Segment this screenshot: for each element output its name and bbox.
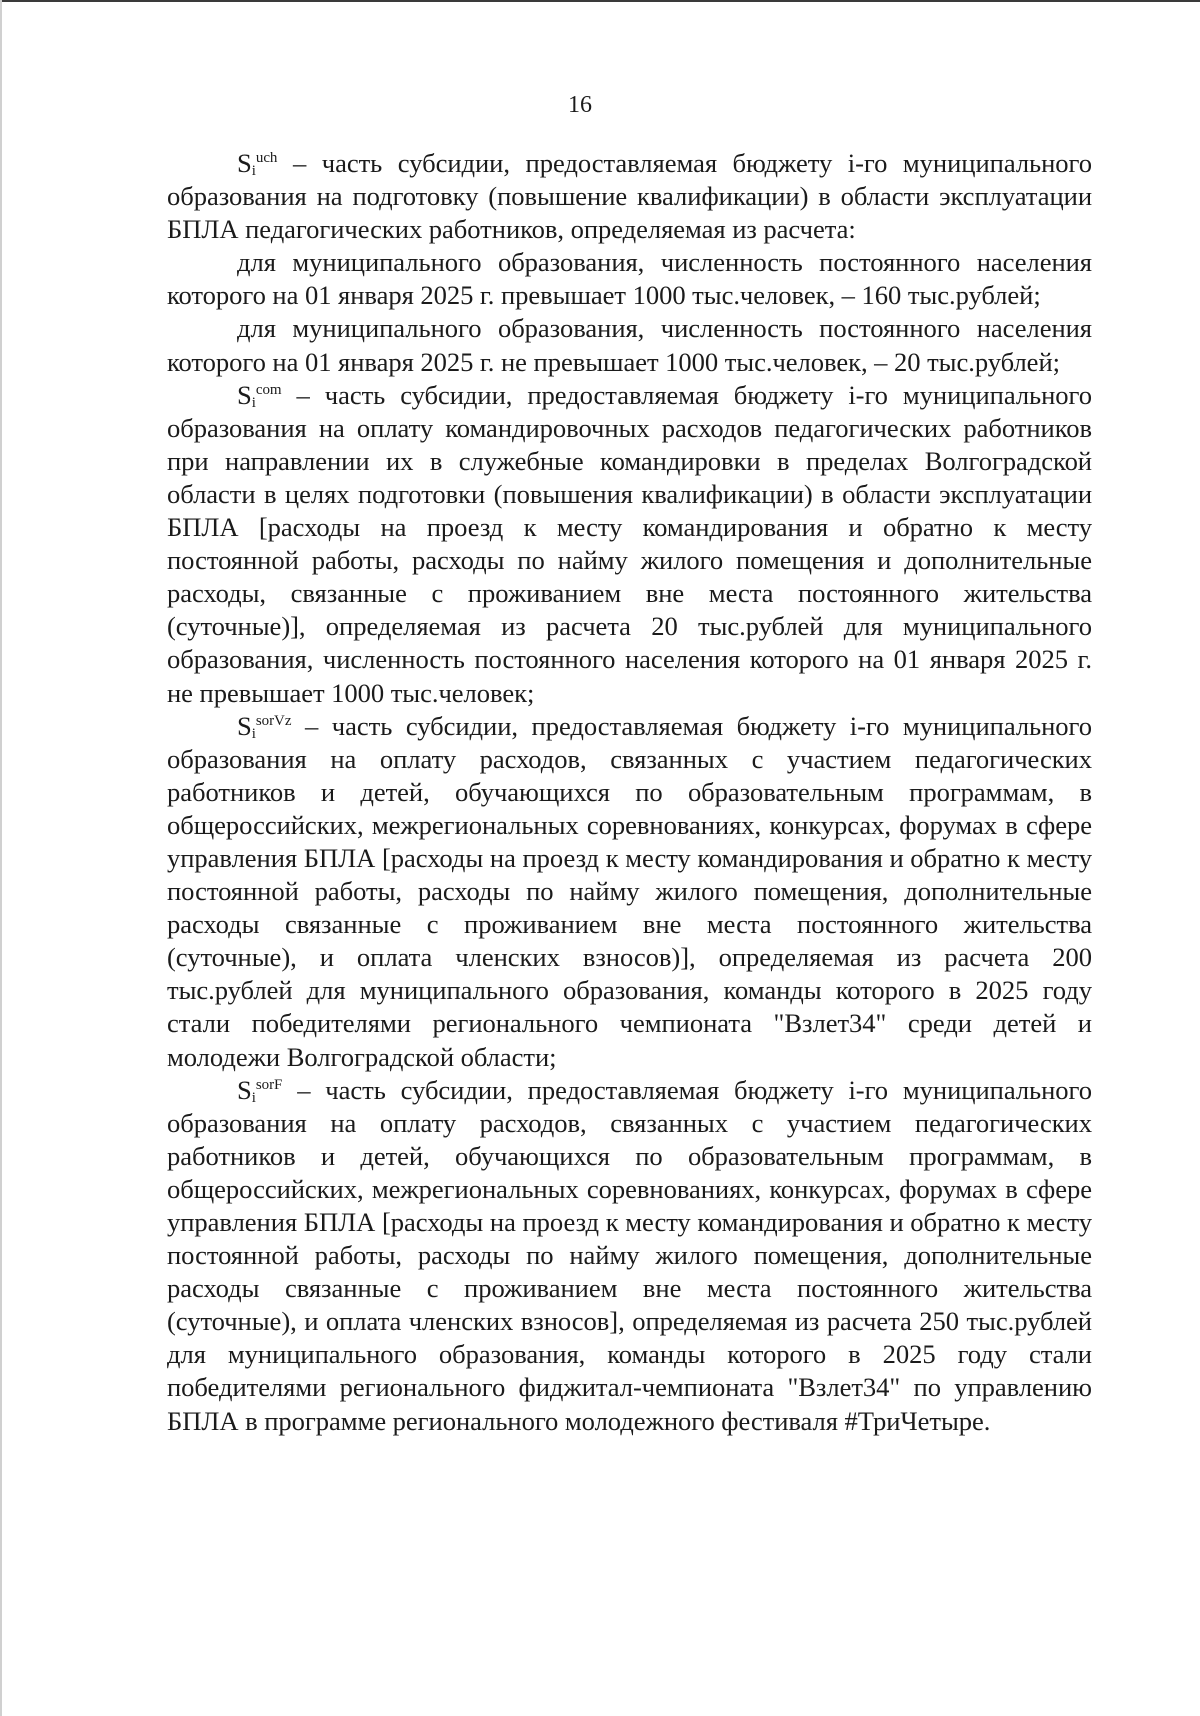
symbol-s-sorvz: $S_i^{sorVz}$ [237,710,292,742]
scan-left-edge [0,0,2,1716]
paragraph-s-uch: $S_i^{uch}$ – часть субсидии, предоставляемая бюджету i-го муниципального образования на подготовку (повышение квалификации) в области эксплуатации БПЛА педагогических работников, определяемая из расчета: [167,148,1092,245]
paragraph-s-sorf: $S_i^{sorF}$ – часть субсидии, предоставляемая бюджету i-го муниципального образования на оплату расходов, связанных с участием педагогических работников и детей, обучающихся по образовательным программам, в общероссийских, межрегиональных соревнованиях, конкурсах, форумах в сфере управления БПЛА [расходы на проезд к месту командирования и обратно к месту постоянной работы, расходы по найму жилого помещения, дополнительные расходы связанные с проживанием вне места постоянного жительства (суточные), и оплата членских взносов], определяемая из расчета 250 тыс.рублей для муниципального образования, команды которого в 2025 году стали победителями регионального фиджитал-чемпионата "Взлет34" по управлению БПЛА в программе регионального молодежного фестиваля #ТриЧетыре. [167,1074,1092,1436]
paragraph-s-com: $S_i^{com}$ – часть субсидии, предоставляемая бюджету i-го муниципального образования на оплату командировочных расходов педагогических работников при направлении их в служебные командировки в пределах Волгоградской области в целях подготовки (повышения квалификации) в области эксплуатации БПЛА [расходы на проезд к месту командирования и обратно к месту постоянной работы, расходы по найму жилого помещения и дополнительные расходы, связанные с проживанием вне места постоянного жительства (суточные)], определяемая из расчета 20 тыс.рублей для муниципального образования, численность постоянного населения которого на 01 января 2025 г. не превышает 1000 тыс.человек; [167,379,1092,708]
paragraph-s-sorvz: $S_i^{sorVz}$ – часть субсидии, предоставляемая бюджету i-го муниципального образования на оплату расходов, связанных с участием педагогических работников и детей, обучающихся по образовательным программам, в общероссийских, межрегиональных соревнованиях, конкурсах, форумах в сфере управления БПЛА [расходы на проезд к месту командирования и обратно к месту постоянной работы, расходы по найму жилого помещения, дополнительные расходы связанные с проживанием вне места постоянного жительства (суточные), и оплата членских взносов)], определяемая из расчета 200 тыс.рублей для муниципального образования, команды которого в 2025 году стали победителями регионального чемпионата "Взлет34" среди детей и молодежи Волгоградской области; [167,710,1092,1072]
symbol-s-sorf: $S_i^{sorF}$ [237,1074,283,1106]
page-number: 16 [568,92,592,118]
symbol-s-uch: $S_i^{uch}$ [237,148,278,179]
document-body [167,147,1092,1438]
paragraph-over-1000: для муниципального образования, численность постоянного населения которого на 01 января 2025 г. превышает 1000 тыс.человек, – 160 тыс.рублей; [167,247,1092,311]
paragraph-under-1000: для муниципального образования, численность постоянного населения которого на 01 января 2025 г. не превышает 1000 тыс.человек, – 20 тыс.рублей; [167,313,1092,377]
scan-top-edge [0,0,1200,2]
symbol-s-com: $S_i^{com}$ [237,379,282,411]
